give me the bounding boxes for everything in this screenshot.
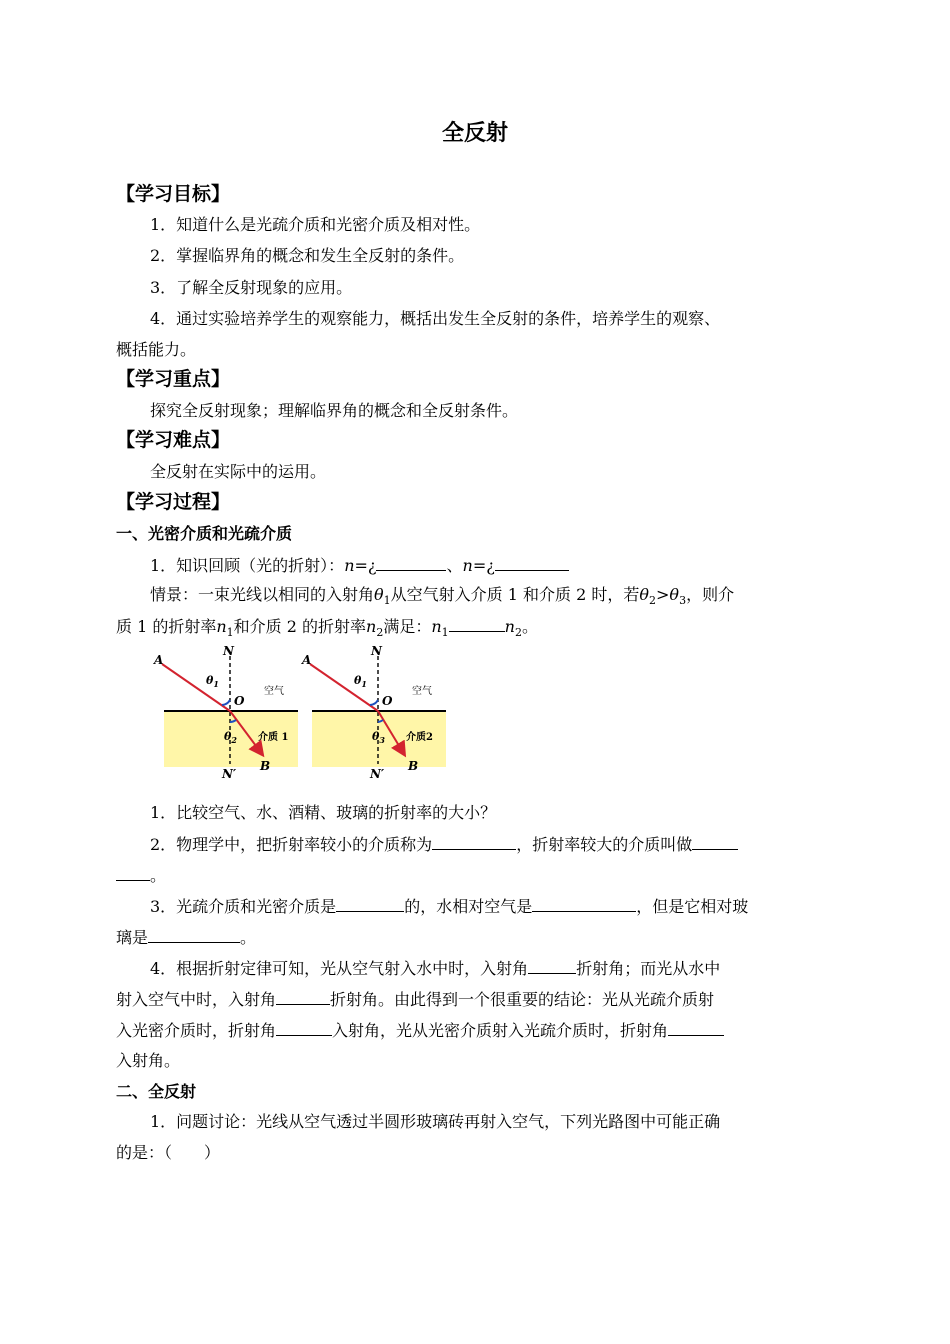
scene-text: 从空气射入介质 1 和介质 2 时，若 bbox=[390, 585, 640, 604]
difficulty-heading: 【学习难点】 bbox=[116, 429, 231, 451]
scene-text: 质 1 的折射率 bbox=[116, 617, 217, 636]
answer-blank[interactable] bbox=[376, 555, 446, 571]
subscript: 1 bbox=[441, 626, 449, 640]
goal-item-3: 3．了解全反射现象的应用。 bbox=[150, 278, 353, 297]
question-text: ，折射率较大的介质叫做 bbox=[516, 835, 693, 854]
goal-item-4-continued: 概括能力。 bbox=[116, 340, 197, 359]
answer-blank[interactable] bbox=[276, 989, 330, 1005]
label-medium: 介质2 bbox=[406, 732, 433, 743]
question-2 bbox=[150, 834, 838, 855]
label-medium: 介质 1 bbox=[258, 732, 289, 743]
goals-heading: 【学习目标】 bbox=[116, 183, 231, 205]
label-theta3: $\theta_3$ bbox=[372, 730, 385, 745]
scene-text: 情景：一束光线以相同的入射角 bbox=[150, 585, 375, 604]
question-4-line-2 bbox=[116, 989, 838, 1010]
label-N-prime: N′ bbox=[222, 767, 237, 781]
label-A: A bbox=[302, 653, 312, 667]
scene-line-1 bbox=[150, 585, 838, 611]
refraction-figure bbox=[150, 642, 460, 782]
label-air: 空气 bbox=[264, 686, 284, 697]
review-prefix: 1．知识回顾（光的折射）： bbox=[150, 556, 345, 575]
question-text: 璃是 bbox=[116, 928, 149, 947]
page-title: 全反射 bbox=[441, 121, 508, 146]
question-4-line-4: 入射角。 bbox=[116, 1051, 181, 1070]
process-heading: 【学习过程】 bbox=[116, 491, 231, 513]
question-1: 1．比较空气、水、酒精、玻璃的折射率的大小？ bbox=[150, 803, 497, 822]
question-3 bbox=[150, 896, 838, 917]
key-heading: 【学习重点】 bbox=[116, 368, 231, 390]
question-text: 3．光疏介质和光密介质是 bbox=[150, 897, 337, 916]
answer-blank[interactable] bbox=[276, 1020, 332, 1036]
label-N-prime: N′ bbox=[370, 767, 385, 781]
n-symbol: n bbox=[366, 617, 377, 636]
question-3-continued bbox=[116, 927, 838, 948]
answer-blank[interactable] bbox=[692, 834, 738, 850]
incident-ray bbox=[310, 664, 378, 711]
goal-item-2: 2．掌握临界角的概念和发生全反射的条件。 bbox=[150, 246, 465, 265]
subscript: 2 bbox=[649, 594, 657, 608]
label-O: O bbox=[382, 694, 393, 708]
diagram-medium-1 bbox=[153, 644, 298, 781]
label-N: N bbox=[371, 644, 382, 658]
n-symbol: n bbox=[504, 617, 515, 636]
separator: 、 bbox=[446, 556, 463, 575]
question-text: ，但是它相对玻 bbox=[636, 897, 749, 916]
answer-blank[interactable] bbox=[148, 927, 240, 943]
diagram-medium-2 bbox=[301, 644, 446, 781]
answer-blank[interactable] bbox=[449, 616, 505, 632]
question-text: 的，水相对空气是 bbox=[404, 897, 533, 916]
label-theta1: $\theta_1$ bbox=[354, 674, 367, 689]
answer-blank[interactable] bbox=[432, 834, 516, 850]
part1-heading: 一、光密介质和光疏介质 bbox=[116, 524, 293, 543]
part2-heading: 二、全反射 bbox=[116, 1082, 197, 1101]
incidence-angle-arc bbox=[370, 700, 378, 705]
question-text: 射入空气中时，入射角 bbox=[116, 990, 277, 1009]
answer-blank[interactable] bbox=[116, 865, 150, 881]
subscript: 1 bbox=[383, 594, 391, 608]
part2-question-1: 1．问题讨论：光线从空气透过半圆形玻璃砖再射入空气，下列光路图中可能正确 bbox=[150, 1112, 721, 1131]
n-symbol: n bbox=[216, 617, 227, 636]
review-line bbox=[150, 555, 838, 576]
equals-sign: = bbox=[472, 556, 487, 575]
question-text: 4．根据折射定律可知，光从空气射入水中时，入射角 bbox=[150, 959, 529, 978]
theta-symbol: θ bbox=[639, 585, 650, 604]
greater-than: > bbox=[656, 585, 670, 604]
question-text: 。 bbox=[240, 928, 257, 947]
theta-symbol: θ bbox=[374, 585, 384, 604]
question-text: 折射角；而光从水中 bbox=[576, 959, 721, 978]
question-text: 折射角。由此得到一个很重要的结论：光从光疏介质射 bbox=[330, 990, 715, 1009]
difficulty-text: 全反射在实际中的运用。 bbox=[150, 462, 327, 481]
goal-item-1: 1．知道什么是光疏介质和光密介质及相对性。 bbox=[150, 215, 481, 234]
question-4-line-3 bbox=[116, 1020, 838, 1041]
answer-blank[interactable] bbox=[528, 958, 576, 974]
answer-blank[interactable] bbox=[495, 555, 569, 571]
scene-text: 满足： bbox=[383, 617, 432, 636]
scene-text: 。 bbox=[521, 617, 538, 636]
label-air: 空气 bbox=[412, 686, 432, 697]
incident-ray bbox=[162, 664, 230, 711]
label-N: N bbox=[223, 644, 234, 658]
subscript: 2 bbox=[376, 626, 384, 640]
scene-line-2 bbox=[116, 616, 838, 643]
goal-item-4: 4．通过实验培养学生的观察能力，概括出发生全反射的条件，培养学生的观察、 bbox=[150, 309, 721, 328]
subscript: 2 bbox=[514, 626, 522, 640]
label-theta1: $\theta_1$ bbox=[206, 674, 219, 689]
subscript: 1 bbox=[226, 626, 234, 640]
theta-symbol: θ bbox=[669, 585, 680, 604]
subscript: 3 bbox=[679, 594, 687, 608]
question-4 bbox=[150, 958, 838, 979]
n-symbol: n bbox=[344, 556, 355, 575]
n-symbol: n bbox=[431, 617, 442, 636]
scene-text: 和介质 2 的折射率 bbox=[233, 617, 367, 636]
equals-sign: = bbox=[354, 556, 368, 575]
part2-question-1-continued: 的是：（ ） bbox=[116, 1143, 221, 1162]
answer-blank[interactable] bbox=[336, 896, 404, 912]
label-B: B bbox=[408, 759, 419, 773]
n-symbol: n bbox=[462, 556, 473, 575]
label-A: A bbox=[154, 653, 164, 667]
question-text: 入光密介质时，折射角 bbox=[116, 1021, 277, 1040]
answer-blank[interactable] bbox=[532, 896, 636, 912]
question-2-continued bbox=[116, 865, 838, 886]
key-text: 探究全反射现象；理解临界角的概念和全反射条件。 bbox=[150, 401, 519, 420]
label-B: B bbox=[260, 759, 271, 773]
garbled-char: ¿ bbox=[367, 556, 377, 575]
label-O: O bbox=[234, 694, 245, 708]
question-text: 。 bbox=[150, 866, 167, 885]
scene-text: ，则介 bbox=[686, 585, 735, 604]
garbled-char: ¿ bbox=[486, 556, 495, 575]
question-text: 入射角，光从光密介质射入光疏介质时，折射角 bbox=[332, 1021, 669, 1040]
label-theta2: $\theta_2$ bbox=[224, 730, 237, 745]
answer-blank[interactable] bbox=[668, 1020, 724, 1036]
question-text: 2．物理学中，把折射率较小的介质称为 bbox=[150, 835, 433, 854]
incidence-angle-arc bbox=[222, 700, 230, 705]
